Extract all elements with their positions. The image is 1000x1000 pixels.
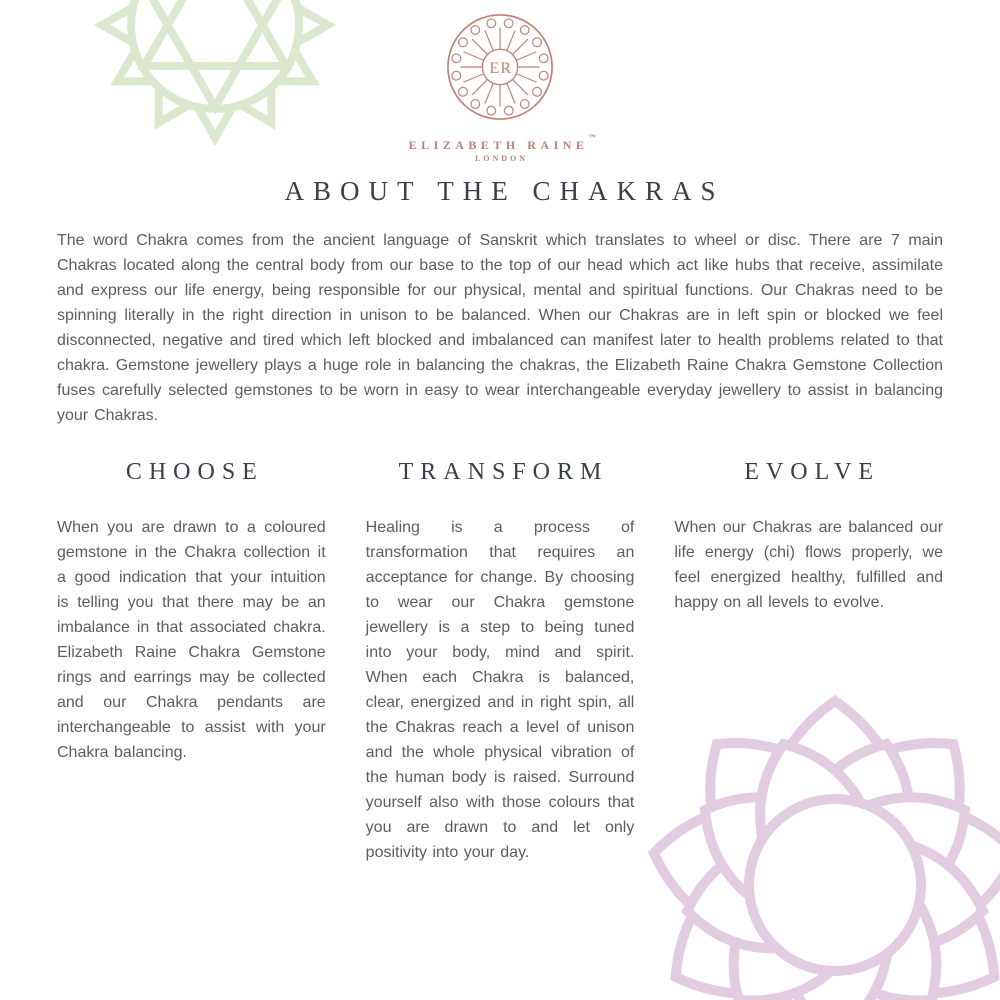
column-choose-body: When you are drawn to a coloured gemstone in the Chakra collection it a good indication that your intuition is telling you that there may be an imbalance in that associated chakra. Elizabeth Raine Chakra Gemstone rings and earrings may be collected and our Chakra pendants are interchangeable to assist with your Chakra balancing. (57, 519, 326, 761)
column-choose-heading: CHOOSE (125, 459, 264, 485)
intro-paragraph: The word Chakra comes from the ancient language of Sanskrit which translates to wheel or disc. There are 7 main Chakras located along the central body from our base to the top of our head which act like hubs that receive, assimilate and express our life energy, being responsible for our physical, mental and spiritual functions. Our Chakras need to be spinning literally in the right direction in unison to be balanced. When our Chakras are in left spin or blocked we feel disconnected, negative and tired which left blocked and imbalanced can manifest later to health problems related to that chakra. Gemstone jewellery plays a huge role in balancing the chakras, the Elizabeth Raine Chakra Gemstone Collection fuses carefully selected gemstones to be worn in easy to wear interchangeable everyday jewellery to assist in balancing your Chakras. (57, 232, 943, 424)
column-transform (366, 459, 635, 865)
brand-name-text: ELIZABETH RAINE (408, 138, 589, 152)
column-transform-body: Healing is a process of transformation that requires an acceptance for change. By choosing to wear our Chakra gemstone jewellery is a step to being tuned into your body, mind and spirit. When each Chakra is balanced, clear, energized and in right spin, all the Chakras reach a level of unison and the whole physical vibration of the human body is raised. Surround yourself also with those colours that you are drawn to and let only positivity into your day. (365, 519, 635, 861)
brand-header (0, 0, 1000, 163)
page-title: ABOUT THE CHAKRAS (284, 176, 725, 206)
brand-logo-wheel-icon[interactable] (437, 4, 563, 130)
feature-columns (57, 459, 943, 865)
column-choose (57, 459, 326, 865)
column-evolve (674, 459, 943, 865)
column-evolve-heading: EVOLVE (744, 459, 881, 485)
column-evolve-body: When our Chakras are balanced our life energy (chi) flows properly, we feel energized healthy, fulfilled and happy on all levels to evolve. (674, 519, 944, 611)
brand-monogram: ER (489, 59, 513, 77)
brand-city: LONDON (474, 154, 529, 163)
column-transform-heading: TRANSFORM (398, 459, 609, 485)
trademark-symbol: ™ (588, 133, 596, 141)
brand-name (0, 133, 1000, 153)
